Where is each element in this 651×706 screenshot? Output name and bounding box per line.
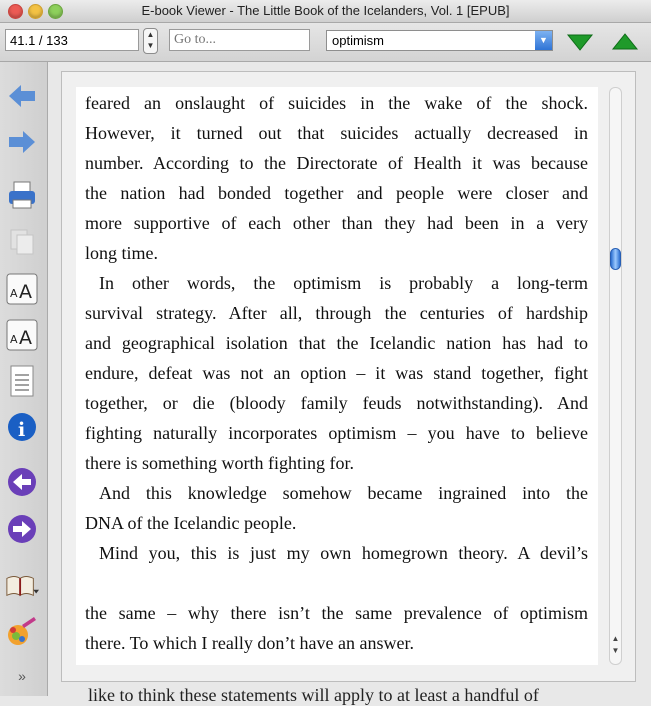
print-button[interactable] [5, 178, 39, 212]
goto-input[interactable] [169, 29, 310, 51]
reader-frame [61, 71, 636, 682]
preferences-button[interactable] [5, 614, 39, 648]
text-line: number. According to the Directorate of Health it was because [85, 153, 588, 173]
preferences-icon [6, 615, 38, 647]
text-line: However, it turned out that suicides actually decreased in [85, 123, 588, 143]
text-line: there. To which I really don’t have an answer. [85, 633, 414, 653]
search-value: optimism [332, 33, 385, 48]
book-page [76, 87, 598, 665]
book-icon [5, 570, 39, 600]
font-smaller-icon [6, 319, 38, 351]
text-line: survival strategy. After all, through the centuries of hardship [85, 303, 588, 323]
svg-text:i: i [18, 419, 26, 441]
metadata-button[interactable] [5, 410, 39, 444]
list-icon [8, 365, 36, 397]
text-line: the nation had bonded together and people were closer and [85, 183, 588, 203]
svg-text:A: A [10, 333, 18, 346]
text-line: feared an onslaught of suicides in the wake of the shock. [85, 93, 588, 113]
next-page-text-peek: like to think these statements will apply to at least a handful of [88, 685, 539, 705]
text-line: more supportive of each other than they had been in a very [85, 213, 588, 233]
forward-arrow-icon [7, 129, 37, 155]
text-line: together, or die (bloody family feuds notwithstanding). And [85, 393, 588, 413]
svg-text:A: A [19, 281, 32, 303]
info-icon [6, 411, 38, 443]
back-arrow-icon [7, 83, 37, 109]
text-line: there is something worth fighting for. [85, 453, 354, 473]
window-title: E-book Viewer - The Little Book of the Icelanders, Vol. 1 [EPUB] [141, 3, 510, 18]
text-line: And this knowledge somehow became ingrained into the [99, 483, 588, 503]
back-button[interactable] [5, 79, 39, 113]
find-previous-icon[interactable] [611, 32, 639, 52]
svg-text:A: A [10, 287, 18, 300]
more-tools-icon[interactable]: » [18, 668, 26, 684]
scroll-up-arrow[interactable]: ▲ [611, 634, 620, 643]
reference-mode-button[interactable] [5, 568, 39, 602]
text-line: In other words, the optimism is probably a long-term [99, 273, 588, 293]
text-line: endure, defeat was not an option – it was stand together, fight [85, 363, 588, 383]
font-larger-icon [6, 273, 38, 305]
copy-button[interactable] [5, 224, 39, 258]
text-line: fighting naturally incorporates optimism – you have to believe [85, 423, 588, 443]
position-field[interactable]: 41.1 / 133 [5, 29, 139, 51]
text-line: Mind you, this is just my own homegrown theory. A devil’s [99, 543, 588, 563]
scrollbar-thumb[interactable] [610, 248, 621, 270]
table-of-contents-button[interactable] [5, 364, 39, 398]
text-line: DNA of the Icelandic people. [85, 513, 297, 533]
font-smaller-button[interactable] [5, 318, 39, 352]
printer-icon [6, 180, 38, 210]
font-larger-button[interactable] [5, 272, 39, 306]
search-combobox[interactable] [326, 30, 553, 51]
text-line: the same – why there isn’t the same prevalence of optimism [85, 603, 588, 623]
search-dropdown-button[interactable]: ▼ [535, 31, 552, 50]
next-page-button[interactable] [5, 512, 39, 546]
toolbar [0, 23, 651, 62]
sidebar [0, 62, 48, 696]
text-line: and geographical isolation that the Icelandic nation has had to [85, 333, 588, 353]
forward-button[interactable] [5, 125, 39, 159]
title-bar [0, 0, 651, 23]
previous-arrow-icon [6, 466, 38, 498]
svg-text:A: A [19, 327, 32, 349]
previous-page-button[interactable] [5, 465, 39, 499]
text-line: long time. [85, 243, 158, 263]
scroll-down-arrow[interactable]: ▼ [611, 646, 620, 655]
copy-icon [7, 226, 37, 256]
next-arrow-icon [6, 513, 38, 545]
vertical-scrollbar[interactable] [609, 87, 622, 665]
position-stepper[interactable]: ▲ ▼ [143, 28, 158, 54]
find-next-icon[interactable] [566, 32, 594, 52]
